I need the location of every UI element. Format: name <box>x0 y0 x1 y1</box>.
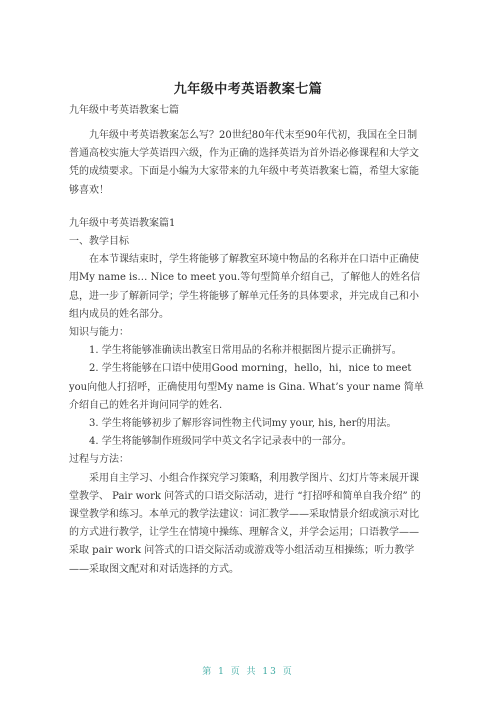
knowledge-heading: 知识与能力： <box>69 327 129 339</box>
knowledge-item: 3. 学生将能够初步了解形容词性物主代词my your, his, her的用法。 <box>89 418 397 430</box>
paragraph-gap <box>69 200 427 215</box>
document-title: 九年级中考英语教案七篇 <box>173 82 323 97</box>
process-heading: 过程与方法： <box>69 454 129 466</box>
section-title: 九年级中考英语教案篇1 <box>69 217 176 229</box>
knowledge-item: 2. 学生将能够在口语中使用Good morning，hello，hi，nice to meet you向他人打招呼，正确使用句型My name is Gina. What’s your name 简单介绍自己的姓名并询问同学的姓名. <box>69 363 424 411</box>
knowledge-item: 4. 学生将能够制作班级同学中英文名字记录表中的一部分。 <box>89 436 352 448</box>
objective-paragraph: 在本节课结束时，学生将能够了解教室环境中物品的名称并在口语中正确使用My name is… Nice to meet you.等句型简单介绍自己，了解他人的姓名信息，进一步了解新同学；学生将能够了解单元任务的具体要求，并完成自己和小组内成员的姓名部分。 <box>69 254 421 320</box>
knowledge-item: 1. 学生将能够准确读出教室日常用品的名称并根据图片提示正确拼写。 <box>89 345 402 357</box>
intro-paragraph: 九年级中考英语教案怎么写？20世纪80年代末至90年代初，我国在全日制普通高校实施大学英语四六级，作为正确的选择英语为首外语必修课程和大学文凭的成绩要求。下面是小编为大家带来的九年级中考英语教案七篇，希望大家能够喜欢！ <box>69 130 419 196</box>
objective-heading: 一、教学目标 <box>69 236 129 248</box>
page-number: 第 1 页 共 13 页 <box>202 667 294 677</box>
process-paragraph: 采用自主学习、小组合作探究学习策略，利用教学图片、幻灯片等来展开课堂教学、 Pair work 问答式的口语交际活动，进行 “打招呼和简单自我介绍” 的课堂教学和练习。本单元的教学法建议：词汇教学——采取情景介绍或演示对比的方式进行教学，让学生在情境中操练、理解含义，并学会运用；口语教学——采取 pair work 问答式的口语交际活动或游戏等小组活动互相操练；听力教学——采取图文配对和对话选择的方式。 <box>69 472 421 575</box>
document-body <box>69 127 427 579</box>
document-subtitle: 九年级中考英语教案七篇 <box>69 105 179 116</box>
